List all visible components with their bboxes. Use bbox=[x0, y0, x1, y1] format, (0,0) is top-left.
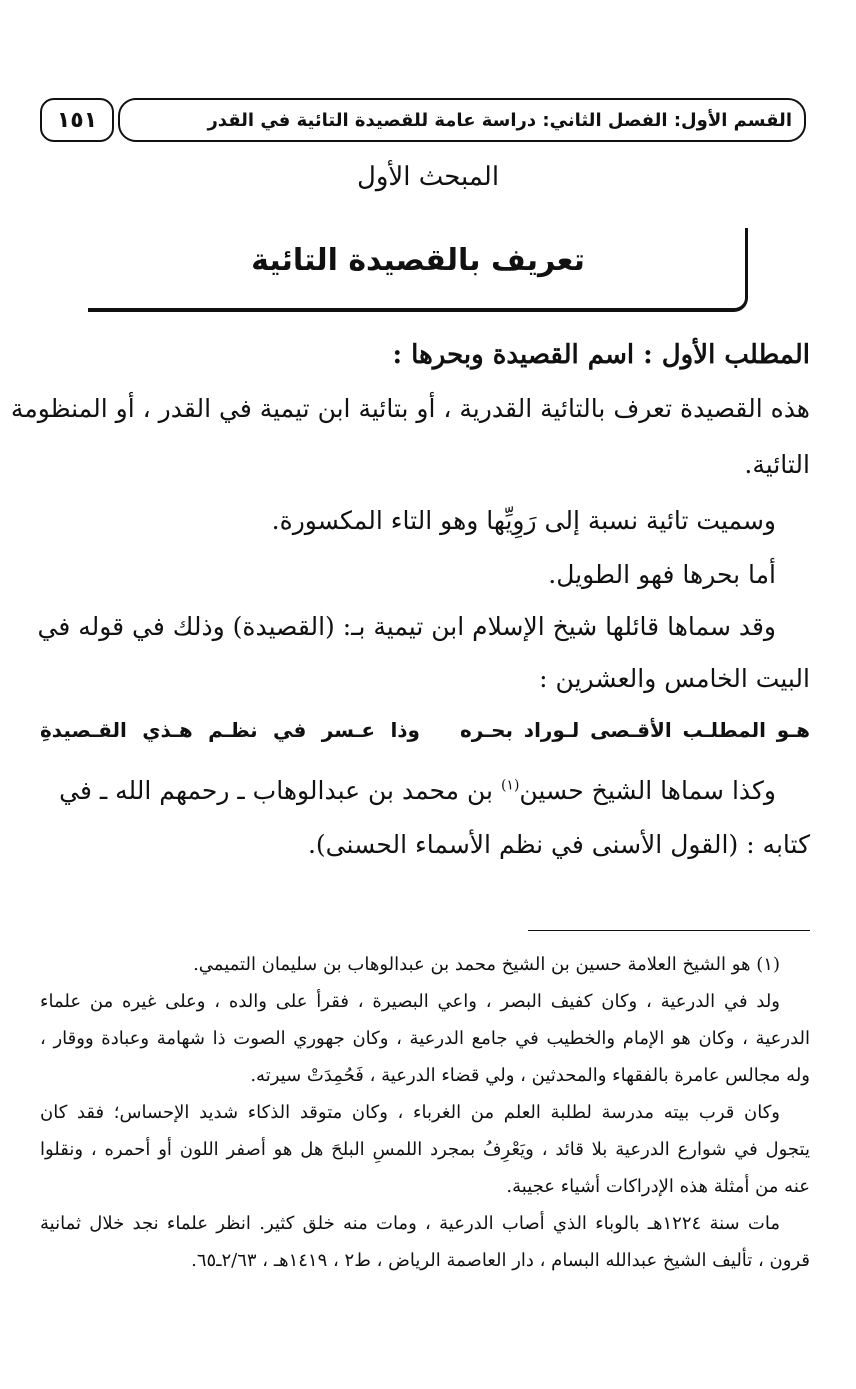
poem-hemistich-1: هـو المطلـب الأقـصى لـوراد بحـره bbox=[460, 718, 810, 742]
running-header bbox=[118, 98, 806, 142]
footnote-line-1: (١) هو الشيخ العلامة حسين بن الشيخ محمد بن عبدالوهاب بن سليمان التميمي. bbox=[193, 954, 780, 975]
paragraph-5-text-b: بن محمد بن عبدالوهاب ـ رحمهم الله ـ في bbox=[59, 776, 501, 805]
paragraph-1-line-1: هذه القصيدة تعرف بالتائية القدرية ، أو بتائية ابن تيمية في القدر ، أو المنظومة bbox=[10, 394, 810, 423]
footnote-line-3: الدرعية ، وكان هو الإمام والخطيب في جامع الدرعية ، وكان جهوري الصوت ذا شهامة وعبادة ووقار ، bbox=[40, 1028, 810, 1049]
paragraph-3: أما بحرها فهو الطويل. bbox=[548, 560, 776, 589]
poem-verse bbox=[40, 718, 810, 758]
paragraph-5-text-a: وكذا سماها الشيخ حسين bbox=[519, 776, 776, 805]
paragraph-1-line-2: التائية. bbox=[744, 450, 810, 479]
footnote-line-5: وكان قرب بيته مدرسة لطلبة العلم من الغرباء ، وكان متوقد الذكاء شديد الإحساس؛ فقد كان bbox=[40, 1102, 780, 1123]
footnote-line-4: وله مجالس عامرة بالفقهاء والمحدثين ، ولي قضاء الدرعية ، فَحُمِدَتْ سيرته. bbox=[250, 1065, 810, 1086]
footnote-line-2: ولد في الدرعية ، وكان كفيف البصر ، واعي البصيرة ، فقرأ على والده ، وعلى غيره من علماء bbox=[40, 991, 780, 1012]
paragraph-4-line-1: وقد سماها قائلها شيخ الإسلام ابن تيمية بـ: (القصيدة) وذلك في قوله في bbox=[37, 612, 776, 641]
section-label: المبحث الأول bbox=[356, 162, 500, 192]
paragraph-5-line-1 bbox=[40, 776, 776, 805]
footnote-line-9: قرون ، تأليف الشيخ عبدالله البسام ، دار العاصمة الرياض ، ط٢ ، ١٤١٩هـ ، ٢/٦٣ـ٦٥. bbox=[191, 1250, 810, 1271]
footnote-line-6: يتجول في شوارع الدرعية بلا قائد ، ويَعْرِفُ بمجرد اللمسِ البلحَ هل هو أصفر اللون أو أحمره ، ونقلوا bbox=[40, 1139, 810, 1160]
footnote-reference[interactable]: (١) bbox=[500, 777, 520, 794]
footnote-block bbox=[40, 946, 810, 1279]
footnote-line-8: مات سنة ١٢٢٤هـ بالوباء الذي أصاب الدرعية ، ومات منه خلق كثير. انظر علماء نجد خلال ثمانية bbox=[40, 1213, 781, 1234]
paragraph-4-line-2: البيت الخامس والعشرين : bbox=[539, 664, 810, 693]
page-number: ١٥١ bbox=[56, 107, 98, 133]
footnote-separator bbox=[528, 930, 810, 931]
paragraph-5-line-2: كتابه : (القول الأسنى في نظم الأسماء الحسنى). bbox=[307, 830, 810, 859]
page-number-box bbox=[40, 98, 114, 142]
running-header-text: القسم الأول: الفصل الثاني: دراسة عامة للقصيدة التائية في القدر bbox=[207, 109, 792, 131]
footnote-line-7: عنه من أمثلة هذه الإدراكات أشياء عجيبة. bbox=[506, 1176, 810, 1197]
poem-hemistich-2: وذا عـسر في نظـم هـذي القـصيدةِ bbox=[40, 718, 420, 742]
subheading: المطلب الأول : اسم القصيدة وبحرها : bbox=[392, 340, 810, 370]
paragraph-2: وسميت تائية نسبة إلى رَوِيِّها وهو التاء المكسورة. bbox=[271, 506, 776, 535]
chapter-title: تعريف بالقصيدة التائية bbox=[251, 243, 585, 278]
